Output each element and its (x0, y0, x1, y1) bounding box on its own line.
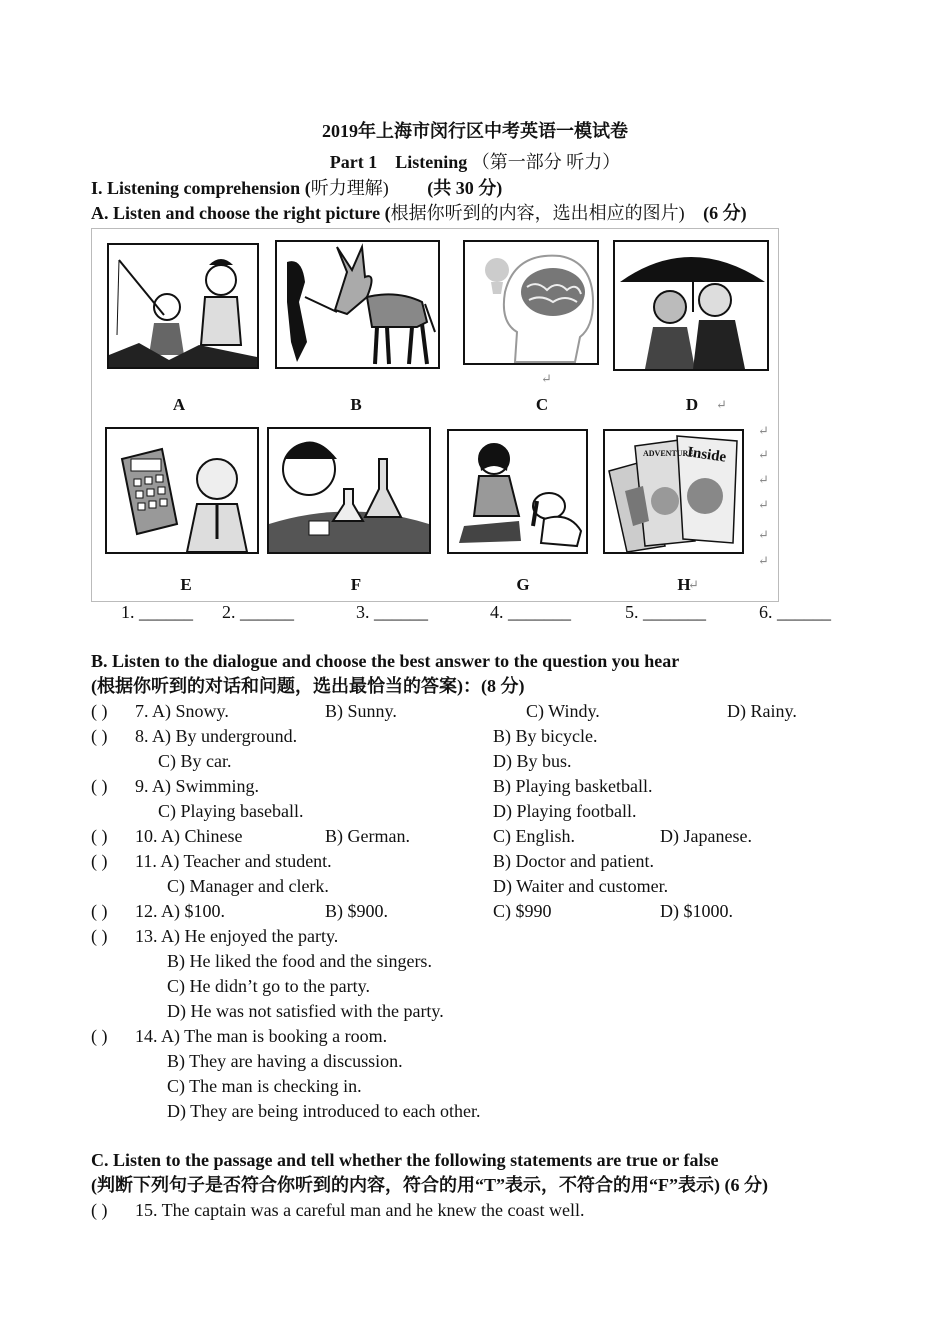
q8-option-a: 8. A) By underground. (135, 726, 298, 746)
q9-option-c: C) Playing baseball. (158, 801, 304, 821)
q9-option-b: B) Playing basketball. (493, 776, 653, 796)
section-a-heading (91, 202, 747, 224)
q11-option-d: D) Waiter and customer. (493, 876, 669, 896)
picture-label-d: D (685, 395, 699, 414)
q11-option-c: C) Manager and clerk. (167, 876, 329, 896)
answer-blank-1[interactable]: 1. ______ (121, 602, 193, 622)
q10-option-c: C) English. (493, 826, 576, 846)
q11-option-a: 11. A) Teacher and student. (135, 851, 332, 871)
section-b-subheading: (根据你听到的对话和问题，选出最恰当的答案)：(8 分) (91, 676, 525, 696)
picture-e-calculator (105, 427, 259, 554)
q11-paren[interactable]: ( ) (91, 851, 108, 871)
return-mark: ↵ (758, 553, 769, 568)
q9-option-a: 9. A) Swimming. (135, 776, 260, 796)
q15-paren[interactable]: ( ) (91, 1200, 108, 1220)
q14-option-d: D) They are being introduced to each other. (167, 1101, 481, 1121)
picture-label-a: A (172, 395, 186, 414)
picture-label-g: G (516, 575, 530, 594)
q15-statement: 15. The captain was a careful man and he knew the coast well. (135, 1200, 585, 1220)
picture-label-c: C (535, 395, 549, 414)
q8-option-c: C) By car. (158, 751, 232, 771)
page-title: 2019年上海市闵行区中考英语一模试卷 (322, 121, 628, 141)
answer-blank-5[interactable]: 5. _______ (625, 602, 706, 622)
picture-h-magazines (603, 429, 744, 554)
return-mark: ↵ (758, 472, 769, 487)
q8-option-b: B) By bicycle. (493, 726, 598, 746)
q7-option-b: B) Sunny. (325, 701, 397, 721)
picture-c-brain (463, 240, 599, 365)
section-b-heading: B. Listen to the dialogue and choose the best answer to the question you hear (91, 651, 680, 671)
section-1-en: I. Listening comprehension ( (91, 178, 311, 198)
q10-option-a: 10. A) Chinese (135, 826, 243, 846)
section-1-heading (91, 177, 502, 199)
section-a-cn: 根据你听到的内容，选出相应的图片) (390, 203, 685, 223)
q12-option-b: B) $900. (325, 901, 388, 921)
q13-option-d: D) He was not satisfied with the party. (167, 1001, 444, 1021)
q7-option-c: C) Windy. (526, 701, 600, 721)
q13-option-c: C) He didn’t go to the party. (167, 976, 370, 996)
q7-paren[interactable]: ( ) (91, 701, 108, 721)
section-a-en: A. Listen and choose the right picture ( (91, 203, 391, 223)
q8-paren[interactable]: ( ) (91, 726, 108, 746)
q11-option-b: B) Doctor and patient. (493, 851, 654, 871)
part-heading (0, 151, 950, 173)
q13-paren[interactable]: ( ) (91, 926, 108, 946)
picture-label-f: F (350, 575, 362, 594)
q12-option-c: C) $990 (493, 901, 552, 921)
q14-option-c: C) The man is checking in. (167, 1076, 362, 1096)
q10-paren[interactable]: ( ) (91, 826, 108, 846)
picture-g-girl-dog (447, 429, 588, 554)
answer-blank-3[interactable]: 3. ______ (356, 602, 428, 622)
picture-label-b: B (350, 395, 362, 414)
return-mark: ↵ (688, 577, 699, 592)
q13-option-a: 13. A) He enjoyed the party. (135, 926, 339, 946)
q14-option-b: B) They are having a discussion. (167, 1051, 403, 1071)
q7-option-d: D) Rainy. (727, 701, 797, 721)
answer-blank-2[interactable]: 2. ______ (222, 602, 294, 622)
return-mark: ↵ (758, 447, 769, 462)
picture-f-experiment (267, 427, 431, 554)
magazine-word-inside: Inside (686, 444, 728, 466)
q7-option-a: 7. A) Snowy. (135, 701, 229, 721)
picture-d-umbrella (613, 240, 769, 371)
answer-blank-6[interactable]: 6. ______ (759, 602, 831, 622)
q10-option-d: D) Japanese. (660, 826, 752, 846)
magazine-word-adventure: ADVENTURE (643, 449, 694, 458)
q12-paren[interactable]: ( ) (91, 901, 108, 921)
picture-b-donkey (275, 240, 440, 369)
q14-option-a: 14. A) The man is booking a room. (135, 1026, 388, 1046)
section-1-cn: 听力理解) (310, 178, 389, 198)
q12-option-a: 12. A) $100. (135, 901, 225, 921)
return-mark: ↵ (541, 371, 552, 386)
section-c-heading: C. Listen to the passage and tell whether the following statements are true or false (91, 1150, 719, 1170)
return-mark: ↵ (758, 497, 769, 512)
q14-paren[interactable]: ( ) (91, 1026, 108, 1046)
return-mark: ↵ (758, 527, 769, 542)
picture-label-e: E (180, 575, 192, 594)
q12-option-d: D) $1000. (660, 901, 733, 921)
q10-option-b: B) German. (325, 826, 410, 846)
section-a-score: (6 分) (703, 203, 747, 223)
answer-blank-4[interactable]: 4. _______ (490, 602, 571, 622)
return-mark: ↵ (758, 423, 769, 438)
q9-option-d: D) Playing football. (493, 801, 637, 821)
picture-label-h: H (677, 575, 691, 594)
return-mark: ↵ (716, 397, 727, 412)
q8-option-d: D) By bus. (493, 751, 572, 771)
q13-option-b: B) He liked the food and the singers. (167, 951, 432, 971)
part-heading-cn: （第一部分 听力） (471, 152, 621, 172)
part-heading-en: Part 1 Listening (329, 152, 468, 172)
q9-paren[interactable]: ( ) (91, 776, 108, 796)
section-1-score: (共 30 分) (427, 178, 503, 198)
picture-a-fishing (107, 243, 259, 369)
section-c-subheading: (判断下列句子是否符合你听到的内容，符合的用“T”表示，不符合的用“F”表示) (6 分) (91, 1175, 768, 1195)
